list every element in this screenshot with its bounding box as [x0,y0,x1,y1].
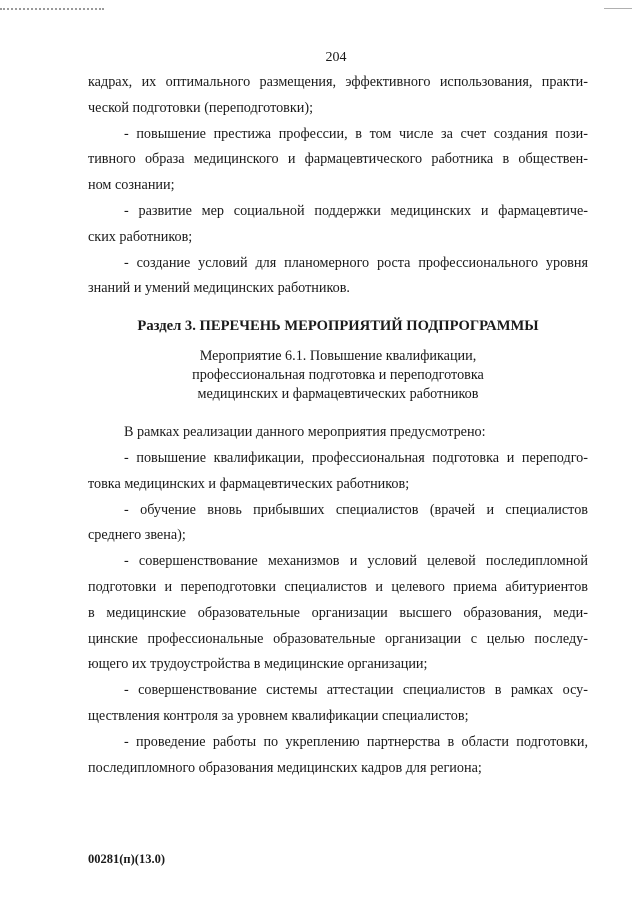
lead-in-text: В рамках реализации данного мероприятия предусмотрено: [124,424,486,441]
bullet-line: ющего их трудоустройства в медицинские организации; [88,656,428,673]
bullet-line: в медицинские образовательные организации высшего образования, меди- [88,604,588,621]
document-code: 00281(п)(13.0) [88,852,165,866]
bullet-list-top [88,122,588,303]
bullet-item [88,199,588,251]
bullet-item [88,549,588,678]
measure-title-line: профессиональная подготовка и переподготовка [192,367,484,384]
bullet-line: - создание условий для планомерного роста профессионального уровня [124,254,588,271]
bullet-line: - развитие мер социальной поддержки медицинских и фармацевтиче- [124,202,588,219]
measure-title-line: медицинских и фармацевтических работников [197,386,479,403]
bullet-line: - повышение престижа профессии, в том числе за счет создания пози- [124,125,588,142]
bullet-line: последипломного образования медицинских кадров для региона; [88,759,482,776]
page-number: 204 [325,50,347,65]
bullet-item [88,678,588,730]
bullet-item [88,446,588,498]
bullet-line: подготовки и переподготовки специалистов и целевого приема абитуриентов [88,578,588,595]
bullet-item [88,122,588,199]
section-title: Раздел 3. ПЕРЕЧЕНЬ МЕРОПРИЯТИЙ ПОДПРОГРАММЫ [137,318,539,335]
bullet-line: знаний и умений медицинских работников. [88,280,350,297]
bullet-line: - проведение работы по укреплению партнерства в области подготовки, [124,733,588,750]
bullet-line: - повышение квалификации, профессиональная подготовка и переподго- [124,449,588,466]
bullet-list-bottom [88,446,588,781]
bullet-line: ществления контроля за уровнем квалификации специалистов; [88,707,469,724]
bullet-item [88,251,588,303]
bullet-line: ских работников; [88,228,193,245]
body-line: ческой подготовки (переподготовки); [88,99,314,116]
bullet-line: цинские профессиональные образовательные организации с целью последу- [88,630,588,647]
bullet-line: товка медицинских и фармацевтических работников; [88,475,410,492]
bullet-item [88,730,588,782]
document-body [88,70,588,781]
scan-artifact-left [0,8,104,10]
scan-artifact-right [604,8,632,9]
bullet-line: среднего звена); [88,527,186,544]
bullet-line: тивного образа медицинского и фармацевтического работника в обществен- [88,151,588,168]
bullet-line: - совершенствование системы аттестации специалистов в рамках осу- [124,682,588,699]
measure-title-line: Мероприятие 6.1. Повышение квалификации, [199,348,477,365]
bullet-line: ном сознании; [88,177,175,194]
bullet-item [88,498,588,550]
bullet-line: - обучение вновь прибывших специалистов (врачей и специалистов [124,501,588,518]
measure-title [88,347,588,404]
bullet-line: - совершенствование механизмов и условий целевой последипломной [124,553,588,570]
body-line: кадрах, их оптимального размещения, эффективного использования, практи- [88,74,588,90]
